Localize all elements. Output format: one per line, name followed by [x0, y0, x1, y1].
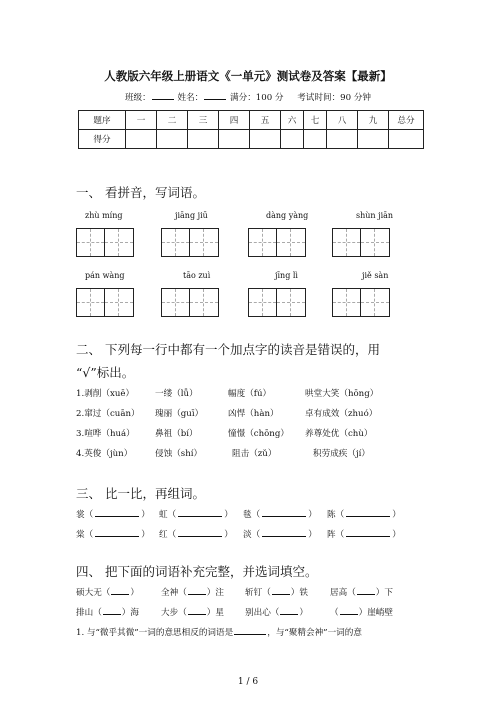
section3-heading: 三、 比一比，再组词。 — [76, 486, 205, 501]
name-label: 姓名： — [177, 93, 204, 103]
list-item: 鼻祖（bí） — [155, 429, 198, 439]
idiom-item: 居高（ ）下 — [330, 585, 393, 598]
idiom-item: 全神（ ）注 — [161, 585, 224, 598]
table-header-cell: 总分 — [389, 111, 424, 130]
list-item: 2.窜过（cuān） — [76, 409, 140, 419]
question-line: 1. 与“微乎其微”一词的意思相反的词语是 ，与“聚精会神”一词的意 — [76, 625, 362, 638]
compare-item: 阵（ ） — [327, 527, 401, 540]
list-item: 侵蚀（shí） — [155, 449, 203, 459]
list-item: 卓有成效（zhuó） — [305, 409, 378, 419]
idiom-item: 别出心（ ） — [245, 605, 308, 618]
table-header-cell: 三 — [188, 111, 219, 130]
writing-grid[interactable] — [76, 288, 134, 317]
writing-grid[interactable] — [332, 228, 390, 257]
list-item: 阻击（zǔ） — [232, 449, 277, 459]
section2-heading-cont: “√”标出。 — [76, 365, 135, 380]
name-blank[interactable] — [204, 91, 226, 100]
list-item: 3.喧哗（huá） — [76, 429, 135, 439]
writing-grid[interactable] — [248, 228, 306, 257]
score-table — [78, 110, 424, 149]
class-label: 班级： — [124, 93, 151, 103]
writing-grid[interactable] — [161, 288, 219, 317]
exam-info-line — [0, 91, 496, 103]
page-number: 1 / 6 — [237, 677, 259, 687]
table-header-cell: 题序 — [79, 111, 126, 130]
score-cell[interactable] — [389, 130, 424, 149]
table-header-cell: 四 — [219, 111, 250, 130]
writing-grid[interactable] — [332, 288, 390, 317]
compare-item: 裳（ ） — [76, 507, 150, 520]
writing-grid[interactable] — [248, 288, 306, 317]
score-cell[interactable] — [327, 130, 358, 149]
table-header-cell: 五 — [250, 111, 281, 130]
compare-item: 毯（ ） — [243, 507, 317, 520]
score-cell[interactable] — [358, 130, 389, 149]
pinyin-label: tāo zuì — [183, 271, 211, 280]
compare-item: 虹（ ） — [159, 507, 233, 520]
list-item: 哄堂大笑（hōng） — [305, 389, 379, 399]
class-blank[interactable] — [152, 91, 174, 100]
list-item: 积劳成疾（jí） — [313, 449, 370, 459]
pinyin-label: dàng yàng — [266, 211, 309, 220]
list-item: 1.剥削（xuē） — [76, 389, 135, 399]
table-header-cell: 六 — [281, 111, 304, 130]
section2-heading: 二、 下列每一行中都有一个加点字的读音是错误的，用 — [76, 342, 380, 357]
score-cell[interactable] — [157, 130, 188, 149]
idiom-item: 硕大无（ ） — [76, 585, 139, 598]
list-item: 4.英俊（jùn） — [76, 449, 133, 459]
page-title: 人教版六年级上册语文《一单元》测试卷及答案【最新】 — [104, 69, 392, 83]
list-item: 凶悍（hàn） — [228, 409, 279, 419]
score-table-score-row — [79, 130, 424, 149]
table-header-cell: 七 — [304, 111, 327, 130]
score-cell[interactable] — [304, 130, 327, 149]
compare-item: 棠（ ） — [76, 527, 150, 540]
pinyin-label: shùn jiān — [356, 211, 394, 220]
writing-grid[interactable] — [161, 228, 219, 257]
section1-heading: 一、 看拼音，写词语。 — [76, 185, 205, 200]
table-row-label: 得分 — [79, 130, 126, 149]
list-item: 幅度（fú） — [228, 389, 272, 399]
table-header-cell: 一 — [126, 111, 157, 130]
list-item: 瑰丽（guī） — [155, 409, 204, 419]
answer-blank[interactable] — [234, 625, 266, 635]
pinyin-label: jiě sàn — [362, 271, 389, 280]
table-header-cell: 八 — [327, 111, 358, 130]
exam-time: 考试时间：90 分钟 — [297, 93, 372, 103]
pinyin-label: zhù míng — [85, 211, 123, 220]
compare-item: 淡（ ） — [243, 527, 317, 540]
idiom-item: 斩钉（ ）铁 — [245, 585, 308, 598]
idiom-item: 排山（ ）海 — [76, 605, 139, 618]
compare-item: 红（ ） — [159, 527, 233, 540]
idiom-item: （ ）崖峭壁 — [330, 605, 393, 618]
list-item: 憧憬（chōng） — [228, 429, 289, 439]
score-cell[interactable] — [281, 130, 304, 149]
list-item: 一缕（lǚ） — [155, 389, 198, 399]
list-item: 养尊处优（chù） — [305, 429, 373, 439]
full-score: 满分：100 分 — [230, 93, 284, 103]
score-cell[interactable] — [250, 130, 281, 149]
score-cell[interactable] — [188, 130, 219, 149]
table-header-cell: 九 — [358, 111, 389, 130]
writing-grid[interactable] — [76, 228, 134, 257]
compare-item: 陈（ ） — [327, 507, 401, 520]
score-cell[interactable] — [126, 130, 157, 149]
section4-heading: 四、 把下面的词语补充完整，并选词填空。 — [76, 564, 318, 579]
table-header-cell: 二 — [157, 111, 188, 130]
pinyin-label: jīng lì — [275, 271, 298, 280]
idiom-item: 大步（ ）星 — [161, 605, 224, 618]
pinyin-label: pán wàng — [85, 271, 125, 280]
score-cell[interactable] — [219, 130, 250, 149]
pinyin-label: jiāng jiū — [175, 211, 208, 220]
score-table-header-row — [79, 111, 424, 130]
